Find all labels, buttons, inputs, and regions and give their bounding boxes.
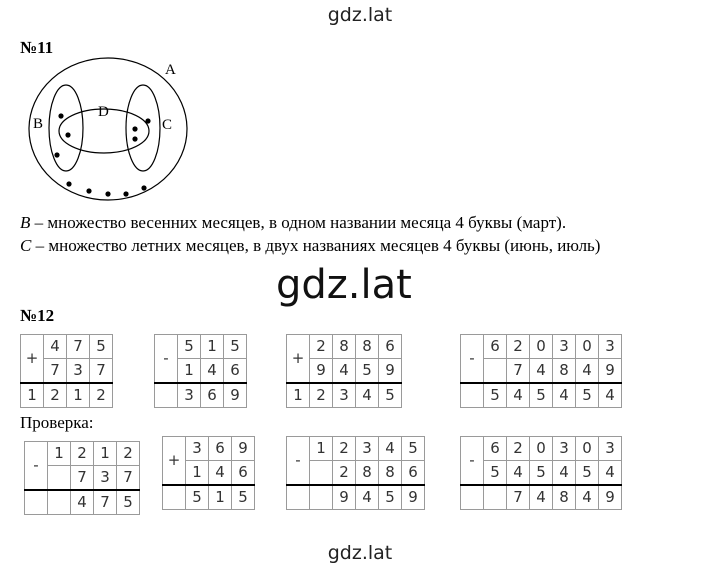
digit-cell: 3 xyxy=(599,437,622,461)
venn-dots xyxy=(54,113,150,196)
digit-cell: 3 xyxy=(599,335,622,359)
digit-cell: 1 xyxy=(94,442,117,466)
digit-cell: 5 xyxy=(379,485,402,510)
set-c-description: C – множество летних месяцев, в двух названиях месяцев 4 буквы (июнь, июль) xyxy=(20,236,601,255)
digit-cell: 4 xyxy=(507,383,530,408)
digit-cell: 5 xyxy=(90,335,113,359)
digit-cell: 1 xyxy=(209,485,232,510)
calc-grid-1 xyxy=(20,334,113,408)
check-grid-2 xyxy=(162,436,255,510)
digit-cell: 1 xyxy=(186,461,209,486)
operator-sign: + xyxy=(287,335,310,384)
digit-cell: 2 xyxy=(507,335,530,359)
dot xyxy=(54,152,59,157)
set-b-description: B – множество весенних месяцев, в одном названии месяца 4 буквы (март). xyxy=(20,213,567,232)
digit-cell: 7 xyxy=(44,359,67,384)
digit-cell: 0 xyxy=(530,335,553,359)
digit-cell: 6 xyxy=(232,461,255,486)
digit-cell: 4 xyxy=(209,461,232,486)
digit-cell: 6 xyxy=(224,359,247,384)
operator-sign: - xyxy=(25,442,48,491)
operator-sign: - xyxy=(155,335,178,384)
digit-cell: 3 xyxy=(356,437,379,461)
digit-cell: 9 xyxy=(599,485,622,510)
digit-cell: 8 xyxy=(356,461,379,486)
operator-sign: + xyxy=(21,335,44,384)
digit-cell: 2 xyxy=(333,461,356,486)
digit-cell: 1 xyxy=(310,437,333,461)
digit-cell: 9 xyxy=(599,359,622,384)
digit-cell: 5 xyxy=(356,359,379,384)
digit-cell: 9 xyxy=(402,485,425,510)
digit-cell: 4 xyxy=(599,461,622,486)
digit-cell: 9 xyxy=(310,359,333,384)
watermark-bottom: gdz.lat xyxy=(327,542,393,564)
digit-cell: 5 xyxy=(530,461,553,486)
dot xyxy=(132,136,137,141)
digit-cell: 7 xyxy=(90,359,113,384)
digit-cell: 5 xyxy=(379,383,402,408)
check-grid-4 xyxy=(460,436,622,510)
label-c: C xyxy=(162,117,173,133)
check-grid-3 xyxy=(286,436,425,510)
digit-cell: 0 xyxy=(530,437,553,461)
digit-cell: 2 xyxy=(71,442,94,466)
digit-cell: 3 xyxy=(186,437,209,461)
task-11-title: №11 xyxy=(20,38,54,57)
digit-cell: 5 xyxy=(186,485,209,510)
digit-cell: 5 xyxy=(484,383,507,408)
digit-cell: 6 xyxy=(484,335,507,359)
task-12-title: №12 xyxy=(20,306,55,325)
digit-cell: 8 xyxy=(553,485,576,510)
digit-cell: 7 xyxy=(507,359,530,384)
digit-cell: 9 xyxy=(224,383,247,408)
digit-cell: 4 xyxy=(553,461,576,486)
digit-cell: 5 xyxy=(117,490,140,515)
digit-cell: 7 xyxy=(94,490,117,515)
digit-cell: 4 xyxy=(201,359,224,384)
digit-cell: 2 xyxy=(310,383,333,408)
calc-grid-3 xyxy=(286,334,402,408)
digit-cell: 7 xyxy=(507,485,530,510)
dot xyxy=(105,191,110,196)
set-b-ellipse xyxy=(49,85,83,171)
dot xyxy=(58,113,63,118)
watermark-middle: gdz.lat xyxy=(276,262,412,308)
digit-cell: 7 xyxy=(117,466,140,491)
digit-cell: 1 xyxy=(178,359,201,384)
label-a: A xyxy=(165,62,176,78)
dot xyxy=(86,188,91,193)
digit-cell: 4 xyxy=(553,383,576,408)
calc-grid-2 xyxy=(154,334,247,408)
dot xyxy=(65,132,70,137)
dot xyxy=(145,118,150,123)
digit-cell: 0 xyxy=(576,335,599,359)
digit-cell: 4 xyxy=(530,359,553,384)
digit-cell: 5 xyxy=(224,335,247,359)
digit-cell: 3 xyxy=(333,383,356,408)
digit-cell: 3 xyxy=(67,359,90,384)
operator-sign: + xyxy=(163,437,186,486)
digit-cell: 4 xyxy=(379,437,402,461)
venn-diagram xyxy=(24,56,204,206)
digit-cell: 4 xyxy=(356,383,379,408)
digit-cell: 4 xyxy=(44,335,67,359)
digit-cell: 0 xyxy=(576,437,599,461)
digit-cell: 5 xyxy=(576,383,599,408)
digit-cell: 6 xyxy=(209,437,232,461)
digit-cell: 2 xyxy=(90,383,113,408)
digit-cell: 5 xyxy=(232,485,255,510)
digit-cell: 3 xyxy=(178,383,201,408)
dot xyxy=(141,185,146,190)
digit-cell: 4 xyxy=(530,485,553,510)
digit-cell: 8 xyxy=(553,359,576,384)
digit-cell: 1 xyxy=(67,383,90,408)
operator-sign: - xyxy=(287,437,310,486)
digit-cell: 5 xyxy=(576,461,599,486)
digit-cell: 5 xyxy=(484,461,507,486)
digit-cell: 5 xyxy=(530,383,553,408)
check-grid-1 xyxy=(24,441,140,515)
digit-cell: 2 xyxy=(310,335,333,359)
check-label: Проверка: xyxy=(20,413,94,432)
dot xyxy=(66,181,71,186)
operator-sign: - xyxy=(461,335,484,384)
digit-cell: 4 xyxy=(356,485,379,510)
digit-cell: 4 xyxy=(576,485,599,510)
digit-cell: 6 xyxy=(484,437,507,461)
digit-cell: 3 xyxy=(553,335,576,359)
digit-cell: 1 xyxy=(48,442,71,466)
dot xyxy=(132,126,137,131)
watermark-top: gdz.lat xyxy=(327,4,393,26)
digit-cell: 9 xyxy=(232,437,255,461)
digit-cell: 9 xyxy=(333,485,356,510)
digit-cell: 1 xyxy=(201,335,224,359)
digit-cell: 7 xyxy=(67,335,90,359)
digit-cell: 5 xyxy=(402,437,425,461)
digit-cell: 2 xyxy=(117,442,140,466)
digit-cell: 3 xyxy=(94,466,117,491)
digit-cell: 4 xyxy=(333,359,356,384)
digit-cell: 4 xyxy=(599,383,622,408)
digit-cell: 2 xyxy=(333,437,356,461)
digit-cell: 5 xyxy=(178,335,201,359)
digit-cell: 8 xyxy=(356,335,379,359)
digit-cell: 4 xyxy=(71,490,94,515)
operator-sign: - xyxy=(461,437,484,486)
digit-cell: 8 xyxy=(379,461,402,486)
digit-cell: 2 xyxy=(507,437,530,461)
digit-cell: 1 xyxy=(287,383,310,408)
calc-grid-4 xyxy=(460,334,622,408)
digit-cell: 8 xyxy=(333,335,356,359)
digit-cell: 6 xyxy=(379,335,402,359)
dot xyxy=(123,191,128,196)
digit-cell: 4 xyxy=(507,461,530,486)
digit-cell: 6 xyxy=(402,461,425,486)
digit-cell: 4 xyxy=(576,359,599,384)
set-c-ellipse xyxy=(126,85,160,171)
digit-cell: 9 xyxy=(379,359,402,384)
label-b: B xyxy=(33,116,44,132)
digit-cell: 2 xyxy=(44,383,67,408)
digit-cell: 7 xyxy=(71,466,94,491)
digit-cell: 1 xyxy=(21,383,44,408)
digit-cell: 3 xyxy=(553,437,576,461)
label-d: D xyxy=(98,104,109,120)
digit-cell: 6 xyxy=(201,383,224,408)
